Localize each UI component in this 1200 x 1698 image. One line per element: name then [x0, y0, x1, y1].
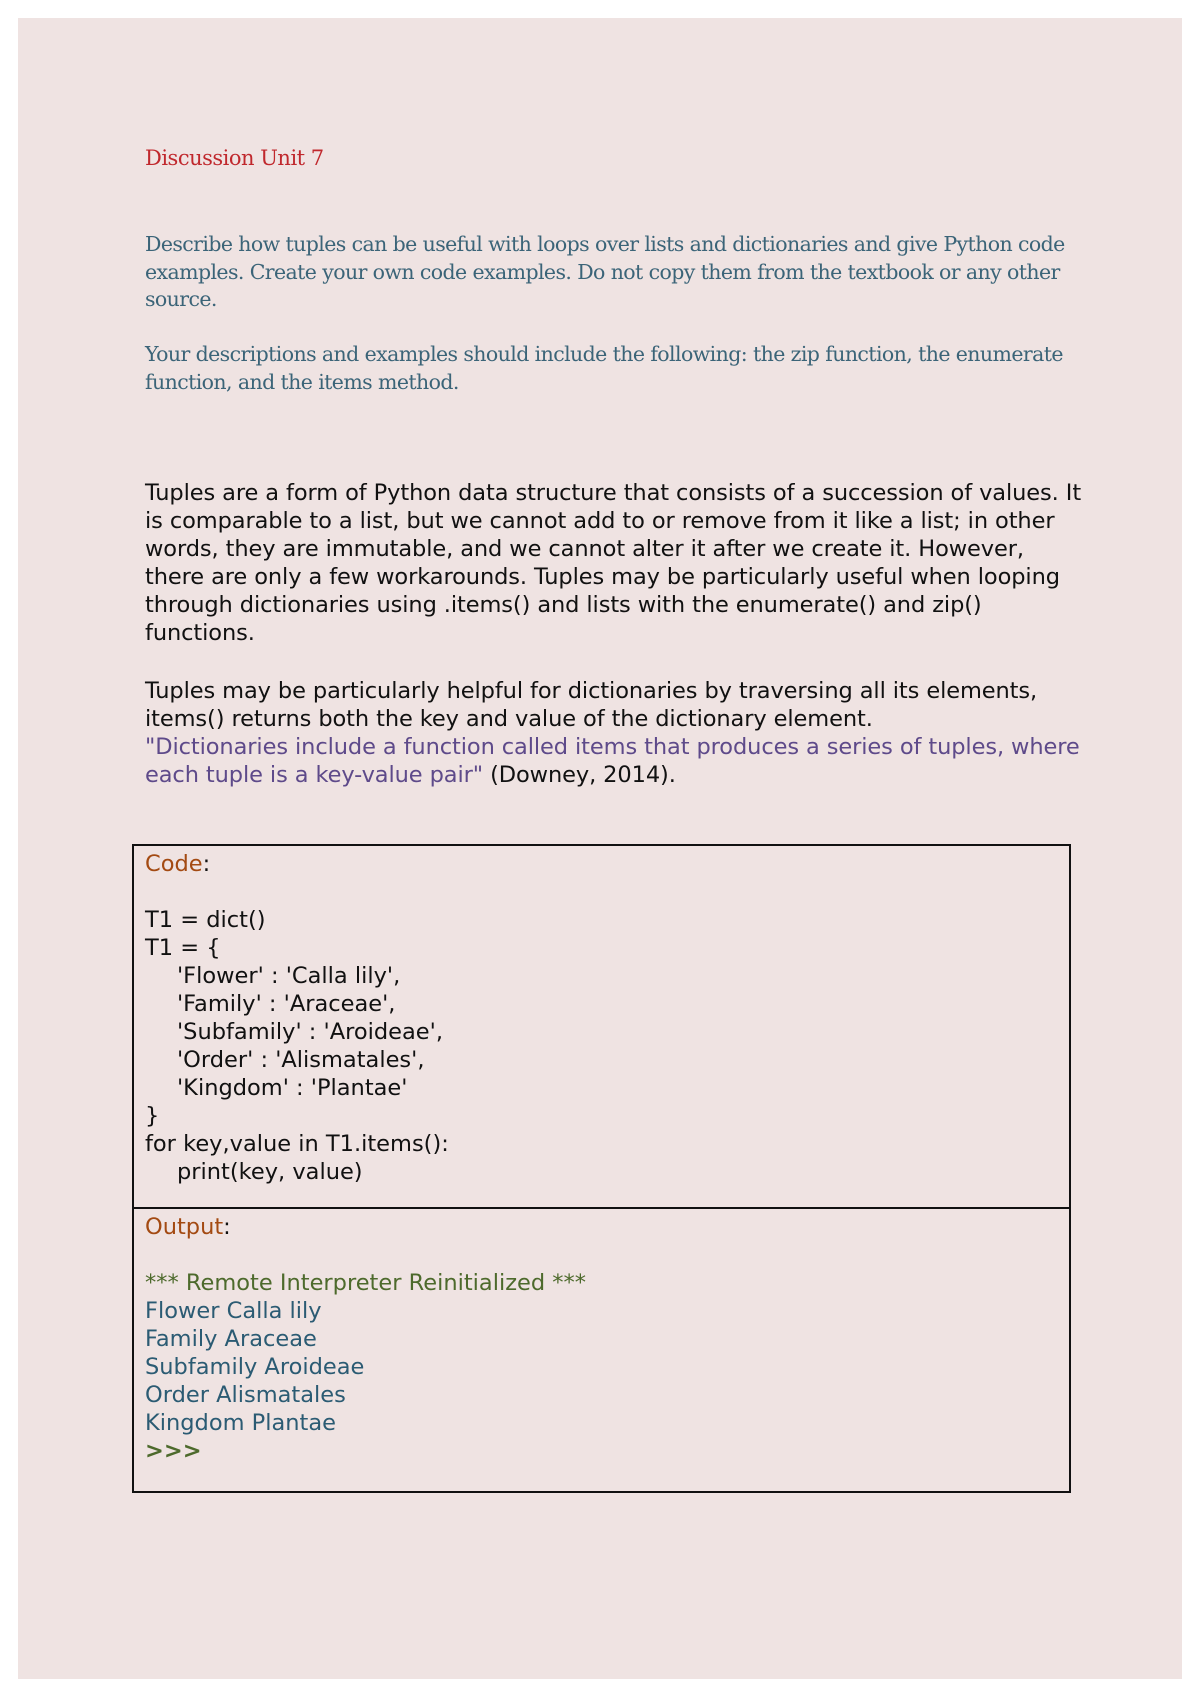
- code-label: Code: [145, 851, 203, 877]
- code-line: T1 = dict(): [145, 907, 266, 933]
- body-paragraph-2-line-2: items() returns both the key and value of the dictionary element.: [145, 706, 873, 732]
- code-line: 'Kingdom' : 'Plantae': [177, 1075, 408, 1101]
- code-label-colon: :: [202, 851, 211, 877]
- downey-quote: "Dictionaries include a function called items that produces a series of tuples, where each tuple is a key-value pair": [145, 734, 1080, 788]
- body-paragraph-2: [145, 677, 1085, 789]
- document-title: Discussion Unit 7: [145, 146, 324, 170]
- output-cell: [134, 1209, 1069, 1491]
- body-paragraph-1: Tuples are a form of Python data structure that consists of a succession of values. It is comparable to a list, but we cannot add to or remove from it like a list; in other words, they are immutable, and we cannot alter it after we create it. However, there are only a few workarounds. Tuples may be particularly useful when looping through dictionaries using .items() and lists with the enumerate() and zip() functions.: [145, 480, 1082, 646]
- output-line: Kingdom Plantae: [145, 1410, 336, 1436]
- quote-block: [145, 733, 1085, 789]
- prompt-paragraph-1: Describe how tuples can be useful with loops over lists and dictionaries and give Python code examples. Create your own code examples. Do not copy them from the textbook or any other source.: [145, 232, 1065, 311]
- code-cell: [134, 846, 1069, 1209]
- code-label-line: [145, 850, 1069, 878]
- citation: (Downey, 2014).: [483, 762, 676, 788]
- output-label-line: [145, 1213, 1069, 1241]
- code-output-table: [132, 844, 1071, 1493]
- code-line: 'Order' : 'Alismatales',: [177, 1047, 425, 1073]
- output-label: Output: [145, 1214, 224, 1240]
- output-line: Family Araceae: [145, 1326, 317, 1352]
- output-line: Subfamily Aroideae: [145, 1354, 365, 1380]
- code-line: for key,value in T1.items():: [145, 1131, 449, 1157]
- output-line: Flower Calla lily: [145, 1298, 322, 1324]
- code-line: T1 = {: [145, 935, 221, 961]
- output-header: *** Remote Interpreter Reinitialized ***: [145, 1270, 587, 1296]
- body-paragraph-2-line-1: Tuples may be particularly helpful for dictionaries by traversing all its elements,: [145, 678, 1038, 704]
- output-line: Order Alismatales: [145, 1382, 346, 1408]
- code-line: 'Subfamily' : 'Aroideae',: [177, 1019, 443, 1045]
- interpreter-prompt: >>>: [145, 1438, 202, 1464]
- prompt-paragraph-2: Your descriptions and examples should include the following: the zip function, the enumerate function, and the items method.: [145, 342, 1063, 394]
- document-page: [18, 18, 1182, 1679]
- code-line: 'Flower' : 'Calla lily',: [177, 963, 401, 989]
- code-line: 'Family' : 'Araceae',: [177, 991, 396, 1017]
- code-line: }: [145, 1103, 160, 1129]
- code-line: print(key, value): [177, 1159, 363, 1185]
- output-label-colon: :: [223, 1214, 231, 1240]
